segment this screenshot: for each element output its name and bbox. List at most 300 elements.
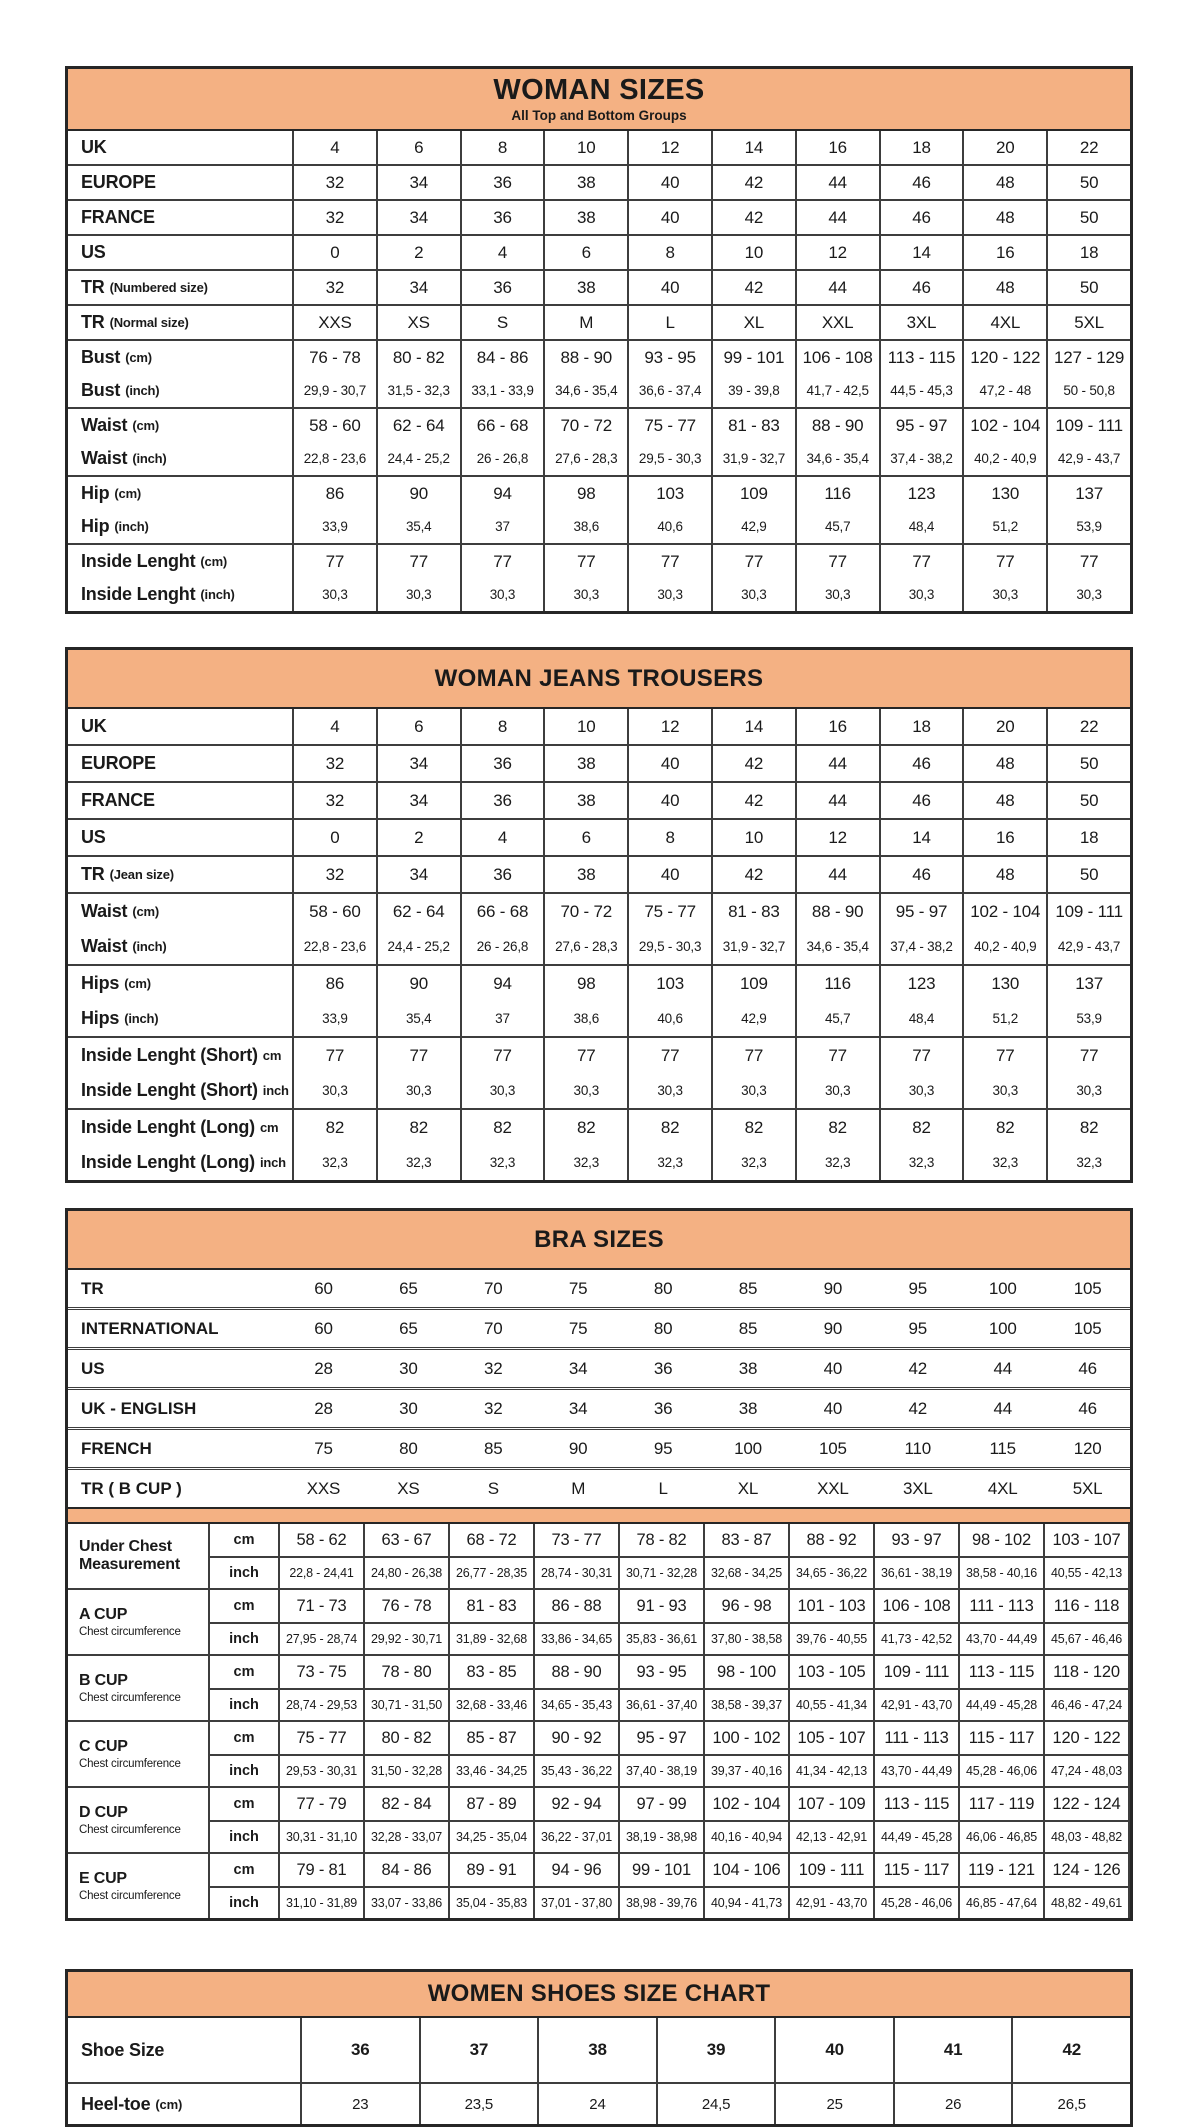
cell-value: 25 xyxy=(776,2084,895,2124)
cell-value: 42 xyxy=(713,746,797,781)
cell-value: 27,6 - 28,3 xyxy=(545,442,629,475)
table-header xyxy=(68,69,1130,131)
cell-value: 94 xyxy=(462,477,546,510)
cell-value: 32,3 xyxy=(545,1145,629,1180)
table-row xyxy=(68,709,1130,744)
table-row xyxy=(68,820,1130,855)
unit-label: cm xyxy=(210,1788,280,1820)
row-label xyxy=(68,236,294,269)
row-label-text: Inside Lenght xyxy=(81,584,196,604)
cell-value: 32,3 xyxy=(629,1145,713,1180)
row-group xyxy=(68,744,1130,781)
cell-value: 32,68 - 34,25 xyxy=(705,1558,790,1588)
cell-value: 30,3 xyxy=(713,578,797,611)
cell-value: 23,5 xyxy=(421,2084,540,2124)
cell-value: 30,31 - 31,10 xyxy=(280,1822,365,1852)
row-label xyxy=(68,1110,294,1145)
table-row xyxy=(210,1854,1130,1886)
cell-value: 92 - 94 xyxy=(535,1788,620,1820)
unit-label: inch xyxy=(210,1756,280,1786)
cell-value: 30,3 xyxy=(294,578,378,611)
cell-value: 30,3 xyxy=(964,1073,1048,1108)
cell-value: 82 xyxy=(881,1110,965,1145)
cell-value: 30,3 xyxy=(1076,1083,1102,1098)
row-label-subtext: Chest circumference xyxy=(79,1889,181,1902)
cell-value: 75 xyxy=(568,1278,588,1298)
cell-value: 66 - 68 xyxy=(462,409,546,442)
cell-value: 42,13 - 42,91 xyxy=(790,1822,875,1852)
row-label-unit: (inch) xyxy=(114,519,149,534)
table-row xyxy=(210,1524,1130,1556)
cell-value: 77 xyxy=(462,545,546,578)
cell-value: 35,4 xyxy=(378,1001,462,1036)
table-title: BRA SIZES xyxy=(534,1225,664,1253)
row-label: FRENCH xyxy=(81,1438,152,1458)
cell-value: 28,74 - 30,31 xyxy=(535,1558,620,1588)
cell-value: 77 xyxy=(797,1038,881,1073)
woman-jeans-trousers-table xyxy=(65,647,1133,1183)
cell-value: 32 xyxy=(484,1358,503,1378)
cell-value: 82 xyxy=(545,1110,629,1145)
cell-value: 77 xyxy=(545,1038,629,1073)
row-group xyxy=(68,543,1130,611)
cell-value: 41,73 - 42,52 xyxy=(875,1624,960,1654)
table-row xyxy=(68,1347,1130,1387)
cell-value: 127 - 129 xyxy=(1054,347,1125,367)
table-row xyxy=(68,477,1130,510)
row-label xyxy=(68,545,294,578)
cell-value: 35,04 - 35,83 xyxy=(450,1888,535,1918)
cell-value: 95 xyxy=(653,1438,673,1458)
cell-value: 42 xyxy=(1062,2040,1082,2059)
cell-value: 48 xyxy=(964,783,1048,818)
cell-value: 23 xyxy=(302,2084,421,2124)
cell-value: 70 - 72 xyxy=(545,409,629,442)
cell-value: 22,8 - 23,6 xyxy=(294,929,378,964)
table-row xyxy=(68,374,1130,407)
table-body xyxy=(68,709,1130,1180)
cell-value: 77 xyxy=(881,1038,965,1073)
row-label xyxy=(68,1722,210,1786)
cell-value: 80 xyxy=(399,1438,418,1458)
cell-value: 42,9 xyxy=(713,510,797,543)
cell-value: XXL xyxy=(797,306,881,339)
row-label xyxy=(68,1854,210,1918)
cell-value: 80 xyxy=(653,1318,673,1338)
cell-value: 30,3 xyxy=(545,578,629,611)
cell-value: 30,3 xyxy=(294,1073,378,1108)
cell-value: XXS xyxy=(306,1478,341,1498)
cell-value: 48,03 - 48,82 xyxy=(1045,1822,1130,1852)
cell-value: 50 xyxy=(1079,790,1099,810)
cell-value: 77 xyxy=(1079,551,1099,571)
measurement-rows xyxy=(210,1722,1130,1786)
table-row xyxy=(68,1038,1130,1073)
cell-value: 88 - 90 xyxy=(797,409,881,442)
cell-value: 38 xyxy=(545,166,629,199)
cell-value: 44 xyxy=(797,857,881,892)
cell-value: 3XL xyxy=(902,1478,933,1498)
cell-value: 42 xyxy=(713,783,797,818)
cell-value: 42,91 - 43,70 xyxy=(790,1888,875,1918)
cell-value: 33,07 - 33,86 xyxy=(365,1888,450,1918)
cell-value: 28,74 - 29,53 xyxy=(280,1690,365,1720)
row-label xyxy=(68,1001,294,1036)
cell-value: 116 xyxy=(797,966,881,1001)
row-group xyxy=(68,2082,1130,2124)
cell-value: 110 xyxy=(904,1438,932,1458)
row-label xyxy=(68,1788,210,1852)
cell-value: 32 xyxy=(294,783,378,818)
cell-value: 42 xyxy=(908,1398,928,1418)
cell-value: 84 - 86 xyxy=(365,1854,450,1886)
table-row xyxy=(210,1788,1130,1820)
cell-value: 32 xyxy=(294,271,378,304)
cell-value: 123 xyxy=(881,966,965,1001)
cell-value: 4 xyxy=(294,709,378,744)
measurement-rows xyxy=(210,1590,1130,1654)
cell-value: 94 xyxy=(462,966,546,1001)
cell-value: 33,9 xyxy=(294,1001,378,1036)
row-label-unit: (cm) xyxy=(114,486,142,501)
cell-value: 75 xyxy=(568,1318,588,1338)
cell-value: 80 - 82 xyxy=(378,341,462,374)
row-group xyxy=(68,1108,1130,1180)
table-row xyxy=(68,783,1130,818)
cell-value: 77 xyxy=(713,545,797,578)
cell-value: 45,28 - 46,06 xyxy=(960,1756,1045,1786)
cell-value: 70 xyxy=(484,1318,503,1338)
row-label-text: B CUP xyxy=(79,1672,128,1690)
cell-value: 105 xyxy=(1073,1318,1102,1338)
row-label-unit: (cm) xyxy=(155,2096,183,2112)
cell-value: 40 xyxy=(629,271,713,304)
cell-value: 82 - 84 xyxy=(365,1788,450,1820)
row-label xyxy=(68,2018,302,2082)
cell-value: 77 xyxy=(1079,1045,1099,1065)
unit-label: cm xyxy=(210,1590,280,1622)
cell-value: S xyxy=(462,306,546,339)
cell-value: 6 xyxy=(545,820,629,855)
cell-value: 34,65 - 35,43 xyxy=(535,1690,620,1720)
cell-value: 98 xyxy=(545,477,629,510)
cell-value: 39 - 39,8 xyxy=(713,374,797,407)
cell-value: 0 xyxy=(294,820,378,855)
cell-value: 103 xyxy=(629,477,713,510)
cell-value: 31,50 - 32,28 xyxy=(365,1756,450,1786)
row-group xyxy=(68,1786,1130,1852)
row-label-text: US xyxy=(81,827,106,847)
cell-value: 36 xyxy=(462,783,546,818)
cell-value: 32,28 - 33,07 xyxy=(365,1822,450,1852)
cell-value: 50 xyxy=(1079,864,1099,884)
table-header xyxy=(68,650,1130,709)
table-row xyxy=(68,510,1130,543)
row-label xyxy=(68,131,294,164)
cell-value: 30,3 xyxy=(462,1073,546,1108)
measurement-rows xyxy=(210,1524,1130,1588)
cell-value: 32 xyxy=(294,201,378,234)
cell-value: 18 xyxy=(881,131,965,164)
row-label xyxy=(68,783,294,818)
cell-value: 86 - 88 xyxy=(535,1590,620,1622)
row-group xyxy=(68,1852,1130,1918)
row-group xyxy=(68,234,1130,269)
row-label xyxy=(68,1656,210,1720)
cell-value: 34 xyxy=(378,783,462,818)
cell-value: 30,71 - 31,50 xyxy=(365,1690,450,1720)
row-label-subtext: Chest circumference xyxy=(79,1757,181,1770)
cell-value: 82 xyxy=(462,1110,546,1145)
cell-value: 120 xyxy=(1073,1438,1102,1458)
cell-value: 100 xyxy=(988,1278,1017,1298)
cell-value: 117 - 119 xyxy=(960,1788,1045,1820)
cell-value: 28 xyxy=(314,1398,333,1418)
cell-value: M xyxy=(545,306,629,339)
cell-value: 30,3 xyxy=(462,578,546,611)
cell-value: 50 - 50,8 xyxy=(1063,383,1115,398)
row-label-text: Waist xyxy=(81,901,128,921)
cell-value: 10 xyxy=(545,131,629,164)
cell-value: 45,7 xyxy=(797,510,881,543)
cell-value: 83 - 87 xyxy=(705,1524,790,1556)
cell-value: 30,3 xyxy=(881,1073,965,1108)
table-header xyxy=(68,1211,1130,1270)
cell-value: 26,77 - 28,35 xyxy=(450,1558,535,1588)
row-label-text: Hip xyxy=(81,483,110,503)
row-label-text: TR xyxy=(81,277,105,297)
cell-value: 63 - 67 xyxy=(365,1524,450,1556)
cell-value: 106 - 108 xyxy=(875,1590,960,1622)
row-label xyxy=(68,1524,210,1588)
cell-value: 109 xyxy=(713,966,797,1001)
table-subtitle: All Top and Bottom Groups xyxy=(511,107,687,123)
table-row xyxy=(68,894,1130,929)
row-group xyxy=(68,131,1130,164)
row-label-text: Bust xyxy=(81,347,121,367)
cell-value: 31,89 - 32,68 xyxy=(450,1624,535,1654)
cell-value: 85 xyxy=(738,1318,758,1338)
row-label xyxy=(68,442,294,475)
cell-value: 115 - 117 xyxy=(875,1854,960,1886)
cell-value: XL xyxy=(737,1478,759,1498)
cell-value: 40,16 - 40,94 xyxy=(705,1822,790,1852)
cell-value: 40,6 xyxy=(629,510,713,543)
cell-value: 29,5 - 30,3 xyxy=(629,442,713,475)
row-label-unit: (cm) xyxy=(132,418,159,433)
cell-value: 91 - 93 xyxy=(620,1590,705,1622)
cell-value: 42 xyxy=(713,271,797,304)
cell-value: 18 xyxy=(881,709,965,744)
cell-value: 42 xyxy=(713,201,797,234)
cell-value: 45,28 - 46,06 xyxy=(875,1888,960,1918)
cell-value: 95 xyxy=(908,1318,928,1338)
cell-value: 48 xyxy=(964,857,1048,892)
cell-value: 70 xyxy=(484,1278,503,1298)
row-group xyxy=(68,339,1130,407)
cell-value: 37,40 - 38,19 xyxy=(620,1756,705,1786)
cell-value: 46 xyxy=(881,783,965,818)
table-row xyxy=(68,306,1130,339)
cell-value: 41,34 - 42,13 xyxy=(790,1756,875,1786)
cell-value: 8 xyxy=(629,820,713,855)
cell-value: 30,3 xyxy=(797,578,881,611)
cell-value: 109 - 111 xyxy=(875,1656,960,1688)
cell-value: 36,22 - 37,01 xyxy=(535,1822,620,1852)
cell-value: 36,61 - 37,40 xyxy=(620,1690,705,1720)
cell-value: 12 xyxy=(797,236,881,269)
cell-value: 32,3 xyxy=(378,1145,462,1180)
table-row xyxy=(68,966,1130,1001)
cell-value: 36 xyxy=(653,1358,673,1378)
table-row xyxy=(68,1110,1130,1145)
cell-value: 77 - 79 xyxy=(280,1788,365,1820)
row-label-text: UK xyxy=(81,137,107,157)
row-label xyxy=(68,1145,294,1180)
table-row xyxy=(210,1722,1130,1754)
cell-value: 32,68 - 33,46 xyxy=(450,1690,535,1720)
cell-value: 90 xyxy=(823,1278,843,1298)
cell-value: 77 xyxy=(881,545,965,578)
row-label-text: UK xyxy=(81,716,107,736)
row-label-unit: (cm) xyxy=(200,554,228,569)
cell-value: 34 xyxy=(378,271,462,304)
cell-value: 37 xyxy=(462,1001,546,1036)
cell-value: 104 - 106 xyxy=(705,1854,790,1886)
cell-value: 85 xyxy=(738,1278,758,1298)
row-label-text: Inside Lenght (Long) xyxy=(81,1117,255,1137)
cell-value: 37,4 - 38,2 xyxy=(881,442,965,475)
cell-value: 40 xyxy=(629,746,713,781)
cell-value: 40,55 - 41,34 xyxy=(790,1690,875,1720)
cell-value: 97 - 99 xyxy=(620,1788,705,1820)
unit-label: inch xyxy=(210,1822,280,1852)
cell-value: 94 - 96 xyxy=(535,1854,620,1886)
row-label xyxy=(68,306,294,339)
cell-value: 38 xyxy=(545,271,629,304)
cell-value: 16 xyxy=(797,709,881,744)
cell-value: 40,94 - 41,73 xyxy=(705,1888,790,1918)
cell-value: 109 - 111 xyxy=(1055,415,1123,435)
cell-value: 10 xyxy=(545,709,629,744)
cell-value: 34,6 - 35,4 xyxy=(797,929,881,964)
cell-value: 90 xyxy=(378,966,462,1001)
cell-value: 93 - 97 xyxy=(875,1524,960,1556)
unit-label: inch xyxy=(210,1690,280,1720)
cell-value: 62 - 64 xyxy=(378,894,462,929)
cell-value: 100 xyxy=(988,1318,1017,1338)
cell-value: 130 xyxy=(964,477,1048,510)
row-label xyxy=(68,271,294,304)
cell-value: 77 xyxy=(797,545,881,578)
cell-value: 88 - 90 xyxy=(535,1656,620,1688)
cell-value: 40,6 xyxy=(629,1001,713,1036)
cell-value: 68 - 72 xyxy=(450,1524,535,1556)
cell-value: 38,6 xyxy=(545,510,629,543)
cell-value: 103 - 107 xyxy=(1045,1524,1130,1556)
cell-value: 70 - 72 xyxy=(545,894,629,929)
cell-value: 14 xyxy=(881,236,965,269)
table-row xyxy=(68,341,1130,374)
cell-value: 82 xyxy=(964,1110,1048,1145)
row-label: UK - ENGLISH xyxy=(81,1398,197,1418)
table-row xyxy=(68,746,1130,781)
cell-value: 39 xyxy=(658,2018,777,2082)
cell-value: 37,01 - 37,80 xyxy=(535,1888,620,1918)
row-group xyxy=(68,892,1130,964)
cell-value: 34 xyxy=(568,1398,588,1418)
cell-value: 24 xyxy=(539,2084,658,2124)
cell-value: 122 - 124 xyxy=(1045,1788,1130,1820)
cell-value: 48 xyxy=(964,166,1048,199)
row-label xyxy=(68,341,294,374)
cell-value: 40 xyxy=(776,2018,895,2082)
cell-value: 22 xyxy=(1079,137,1099,157)
cell-value: 46 xyxy=(1078,1358,1097,1378)
cell-value: 78 - 82 xyxy=(620,1524,705,1556)
unit-label: cm xyxy=(210,1854,280,1886)
row-label-text: C CUP xyxy=(79,1738,128,1756)
cell-value: 4 xyxy=(294,131,378,164)
table-row xyxy=(68,1073,1130,1108)
row-label-unit: (inch) xyxy=(200,587,235,602)
cell-value: 120 - 122 xyxy=(964,341,1048,374)
cell-value: 48,4 xyxy=(881,510,965,543)
row-label: US xyxy=(81,1358,105,1378)
cell-value: 81 - 83 xyxy=(713,894,797,929)
table-row xyxy=(210,1656,1130,1688)
table-body xyxy=(68,131,1130,611)
row-label-text: Waist xyxy=(81,936,128,956)
cell-value: 66 - 68 xyxy=(462,894,546,929)
cell-value: 106 - 108 xyxy=(797,341,881,374)
table-row xyxy=(210,1820,1130,1852)
row-label-text: Inside Lenght (Long) xyxy=(81,1152,255,1172)
cell-value: 31,10 - 31,89 xyxy=(280,1888,365,1918)
cell-value: 5XL xyxy=(1072,1478,1103,1498)
table-row xyxy=(68,1270,1130,1307)
cell-value: 36 xyxy=(653,1398,673,1418)
table-body xyxy=(68,1270,1130,1918)
cell-value: 30,3 xyxy=(797,1073,881,1108)
cell-value: L xyxy=(658,1478,668,1498)
row-label-unit: (Jean size) xyxy=(109,867,174,882)
row-label-subtext: Chest circumference xyxy=(79,1823,181,1836)
cell-value: 36 xyxy=(462,857,546,892)
cell-value: 35,4 xyxy=(378,510,462,543)
cell-value: 18 xyxy=(1079,827,1099,847)
cell-value: 38 xyxy=(545,201,629,234)
cell-value: 81 - 83 xyxy=(450,1590,535,1622)
cell-value: 30,3 xyxy=(378,1073,462,1108)
cell-value: 130 xyxy=(964,966,1048,1001)
cell-value: 34 xyxy=(378,166,462,199)
cell-value: 77 xyxy=(629,545,713,578)
table-row xyxy=(68,1307,1130,1347)
row-group xyxy=(68,304,1130,339)
cell-value: 29,92 - 30,71 xyxy=(365,1624,450,1654)
cell-value: 14 xyxy=(881,820,965,855)
row-label xyxy=(68,820,294,855)
unit-label: inch xyxy=(210,1888,280,1918)
row-label xyxy=(68,477,294,510)
cell-value: 6 xyxy=(378,709,462,744)
cell-value: 53,9 xyxy=(1076,519,1102,534)
women-shoes-size-chart-table xyxy=(65,1969,1133,2127)
cell-value: 26 - 26,8 xyxy=(462,442,546,475)
unit-label: cm xyxy=(210,1524,280,1556)
cell-value: 38,19 - 38,98 xyxy=(620,1822,705,1852)
